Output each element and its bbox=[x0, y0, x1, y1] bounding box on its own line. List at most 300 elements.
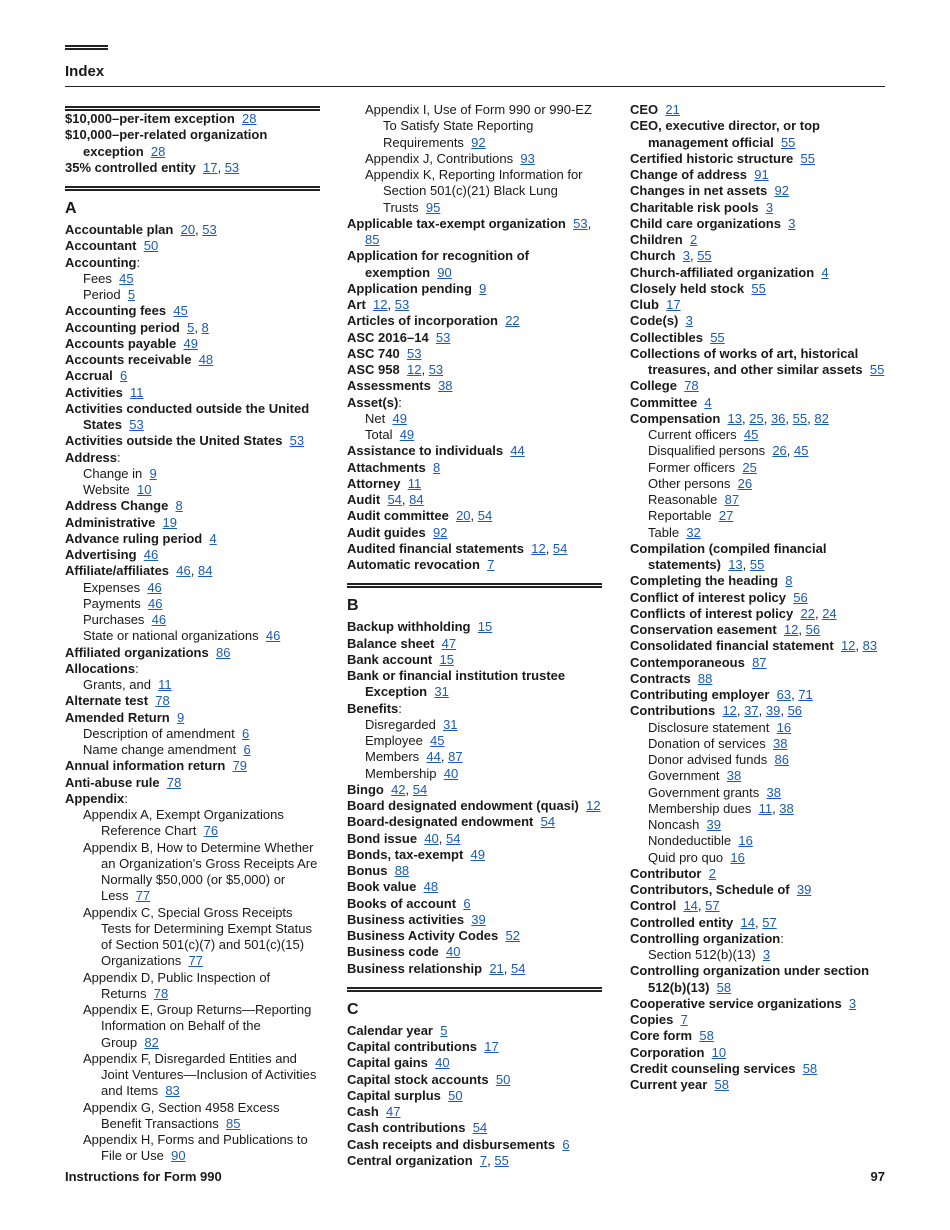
page-reference-link[interactable]: 58 bbox=[802, 1060, 818, 1076]
index-entry: Contributions 12, 37, 39, 56 bbox=[630, 703, 803, 719]
page-reference-link[interactable]: 7 bbox=[680, 1012, 688, 1027]
heading-divider bbox=[65, 86, 885, 87]
page-reference-link[interactable]: 19 bbox=[162, 514, 178, 530]
entry-term: Accountable plan bbox=[65, 222, 174, 237]
entry-term: Contracts bbox=[630, 670, 691, 686]
page-reference-link[interactable]: 2 bbox=[689, 232, 698, 247]
page-reference-link[interactable]: 11 bbox=[407, 475, 422, 491]
page-reference-link[interactable]: 55 bbox=[494, 1152, 509, 1168]
page-reference-link[interactable]: 8 bbox=[432, 459, 441, 475]
page-reference-link[interactable]: 45 bbox=[743, 427, 759, 442]
page-reference-link[interactable]: 39 bbox=[471, 911, 486, 927]
entry-term: Bingo bbox=[347, 781, 384, 797]
page-reference-link[interactable]: 15 bbox=[477, 619, 493, 635]
entry-term: Business relationship bbox=[347, 960, 483, 976]
entry-term: Accounting bbox=[65, 254, 137, 270]
page-reference-link[interactable]: 9 bbox=[479, 280, 487, 296]
index-subentry bbox=[65, 807, 320, 840]
page-reference-link[interactable]: 38 bbox=[779, 800, 794, 816]
subentry-label: Net bbox=[365, 410, 386, 426]
page-reference-link[interactable]: 49 bbox=[399, 427, 415, 442]
page-reference-link[interactable]: 46 bbox=[265, 628, 281, 644]
entry-term: College bbox=[630, 378, 677, 394]
page-reference-link[interactable]: 11 bbox=[158, 677, 172, 692]
page-reference-link[interactable]: 48 bbox=[198, 352, 214, 367]
page-reference-link[interactable]: 52 bbox=[505, 928, 520, 943]
index-entry bbox=[347, 378, 602, 394]
entry-term: Applicable tax-exempt organization bbox=[347, 215, 566, 231]
index-entry bbox=[65, 238, 320, 254]
page-title: Index bbox=[65, 63, 105, 80]
page-reference-link[interactable]: 58 bbox=[714, 1077, 730, 1092]
page-reference-link[interactable]: 12 bbox=[531, 540, 546, 556]
index-subentry bbox=[347, 167, 602, 216]
index-subentry bbox=[630, 492, 885, 508]
page-reference-link[interactable]: 92 bbox=[471, 134, 486, 150]
subentry-label: Appendix I, Use of Form 990 or 990-EZ To Satisfy State Reporting Requirements bbox=[365, 102, 592, 150]
entry-term: Activities bbox=[65, 384, 123, 400]
page-reference-link[interactable]: 3 bbox=[788, 215, 796, 231]
page-reference-link[interactable]: 53 bbox=[573, 215, 588, 231]
index-subentry bbox=[65, 1002, 320, 1051]
page-reference-link[interactable]: 83 bbox=[862, 638, 878, 654]
page-reference-link[interactable]: 71 bbox=[798, 687, 813, 702]
index-entry: Bond issue 40, 54 bbox=[347, 830, 461, 846]
page-reference-link[interactable]: 92 bbox=[432, 524, 448, 540]
page-reference-link[interactable]: 54 bbox=[540, 814, 556, 830]
page-reference-link[interactable]: 16 bbox=[776, 719, 792, 735]
page-reference-link[interactable]: 55 bbox=[710, 329, 725, 345]
entry-term: Cooperative service organizations bbox=[630, 995, 842, 1011]
page-reference-link[interactable]: 56 bbox=[787, 703, 803, 719]
entry-term: Articles of incorporation bbox=[347, 313, 498, 329]
index-entry bbox=[630, 1045, 885, 1061]
entry-term: Calendar year bbox=[347, 1022, 433, 1038]
subentry-label: Change in bbox=[83, 465, 143, 481]
page-reference-link[interactable]: 88 bbox=[394, 863, 410, 878]
page-reference-link[interactable]: 46 bbox=[151, 612, 167, 627]
page-reference-link[interactable]: 39 bbox=[796, 882, 812, 897]
page-reference-link[interactable]: 5 bbox=[127, 287, 136, 302]
entry-term: Church-affiliated organization bbox=[630, 264, 815, 280]
entry-term: $10,000–per-related organization exception bbox=[65, 127, 268, 159]
page-reference-link[interactable]: 16 bbox=[738, 833, 753, 849]
page-reference-link[interactable]: 13 bbox=[727, 410, 742, 426]
subentry-label: Noncash bbox=[648, 817, 700, 832]
page-reference-link[interactable]: 87 bbox=[752, 654, 767, 670]
index-entry bbox=[630, 151, 885, 167]
page-reference-link[interactable]: 77 bbox=[135, 888, 151, 904]
page-reference-link[interactable]: 38 bbox=[766, 784, 781, 800]
page-reference-link[interactable]: 53 bbox=[129, 417, 144, 432]
page-reference-link[interactable]: 26 bbox=[737, 475, 753, 491]
subentry-label: Government grants bbox=[648, 784, 760, 800]
page-reference-link[interactable]: 6 bbox=[562, 1136, 570, 1152]
index-subentry bbox=[65, 596, 320, 612]
index-entry: Bingo 42, 54 bbox=[347, 781, 428, 797]
index-entry bbox=[347, 1039, 602, 1055]
page-reference-link[interactable]: 12 bbox=[373, 297, 388, 312]
page-reference-link[interactable]: 2 bbox=[708, 865, 716, 881]
page-reference-link[interactable]: 48 bbox=[423, 879, 439, 895]
page-reference-link[interactable]: 90 bbox=[171, 1148, 186, 1164]
index-subentry bbox=[65, 612, 320, 628]
page-reference-link[interactable]: 22 bbox=[800, 605, 815, 621]
page-reference-link[interactable]: 54 bbox=[477, 508, 493, 524]
page-reference-link[interactable]: 21 bbox=[665, 102, 680, 117]
page-reference-link[interactable]: 12 bbox=[783, 622, 799, 637]
page-reference-link[interactable]: 9 bbox=[176, 709, 185, 725]
page-reference-link[interactable]: 4 bbox=[704, 394, 712, 410]
index-entry bbox=[347, 443, 602, 459]
page-reference-link[interactable]: 82 bbox=[144, 1034, 159, 1050]
page-reference-link[interactable]: 54 bbox=[552, 540, 568, 556]
page-reference-link[interactable]: 82 bbox=[814, 410, 829, 426]
page-reference-link[interactable]: 5 bbox=[440, 1022, 448, 1038]
page-reference-link[interactable]: 53 bbox=[202, 222, 217, 237]
page-reference-link[interactable]: 8 bbox=[201, 319, 209, 335]
index-entry: Accountable plan 20, 53 bbox=[65, 222, 217, 237]
index-entry: Address: bbox=[65, 449, 121, 465]
page-reference-link[interactable]: 49 bbox=[392, 410, 407, 426]
entry-term: Amended Return bbox=[65, 709, 170, 725]
index-entry bbox=[630, 265, 885, 281]
page-reference-link[interactable]: 55 bbox=[869, 362, 885, 377]
index-subentry bbox=[630, 817, 885, 833]
index-entry bbox=[630, 281, 885, 297]
index-entry bbox=[630, 346, 885, 379]
index-subentry bbox=[65, 726, 320, 742]
index-entry bbox=[347, 525, 602, 541]
subentry-label: Employee bbox=[365, 733, 423, 748]
page-reference-link[interactable]: 21 bbox=[489, 960, 504, 976]
page-reference-link[interactable]: 12 bbox=[840, 638, 856, 654]
entry-term: CEO bbox=[630, 102, 659, 117]
page-reference-link[interactable]: 10 bbox=[711, 1044, 727, 1060]
index-entry bbox=[630, 882, 885, 898]
page-reference-link[interactable]: 55 bbox=[749, 557, 765, 572]
page-reference-link[interactable]: 78 bbox=[153, 985, 169, 1001]
page-reference-link[interactable]: 42 bbox=[391, 781, 406, 797]
page-reference-link[interactable]: 20 bbox=[456, 508, 471, 524]
index-entry: Audited financial statements 12, 54 bbox=[347, 540, 568, 556]
subentry-label: Appendix H, Forms and Publications to File or Use bbox=[83, 1132, 308, 1164]
entry-term: Accounting period bbox=[65, 319, 180, 335]
page-reference-link[interactable]: 87 bbox=[448, 749, 463, 765]
page-reference-link[interactable]: 22 bbox=[505, 313, 520, 329]
page-reference-link[interactable]: 37 bbox=[744, 703, 759, 719]
page-reference-link[interactable]: 12 bbox=[406, 362, 422, 377]
footer-page-number: 97 bbox=[870, 1169, 885, 1184]
index-entry bbox=[630, 183, 885, 199]
page-reference-link[interactable]: 53 bbox=[289, 433, 305, 449]
page-reference-link[interactable]: 3 bbox=[685, 313, 693, 329]
index-entry: Audit 54, 84 bbox=[347, 492, 424, 507]
page-reference-link[interactable]: 25 bbox=[742, 459, 757, 475]
page-reference-link[interactable]: 93 bbox=[520, 150, 535, 166]
page-reference-link[interactable]: 27 bbox=[718, 508, 734, 524]
subentry-label: Membership bbox=[365, 765, 437, 781]
index-entry: Conflicts of interest policy 22, 24 bbox=[630, 605, 837, 621]
subentry-label: Period bbox=[83, 287, 121, 302]
index-entry bbox=[65, 368, 320, 384]
index-entry bbox=[65, 433, 320, 449]
index-subentry bbox=[630, 720, 885, 736]
page-reference-link[interactable]: 46 bbox=[176, 563, 191, 579]
page-reference-link[interactable]: 14 bbox=[740, 914, 755, 930]
page-reference-link[interactable]: 45 bbox=[119, 270, 134, 286]
page-reference-link[interactable]: 55 bbox=[792, 410, 808, 426]
entry-term: Controlling organization bbox=[630, 930, 781, 946]
page-reference-link[interactable]: 36 bbox=[770, 410, 786, 426]
entry-term: Books of account bbox=[347, 895, 457, 911]
page-reference-link[interactable]: 39 bbox=[765, 703, 781, 719]
entry-term: Conflict of interest policy bbox=[630, 589, 787, 605]
page-reference-link[interactable]: 49 bbox=[183, 335, 198, 351]
index-entry bbox=[65, 775, 320, 791]
page-reference-link[interactable]: 53 bbox=[435, 329, 451, 345]
page-reference-link[interactable]: 3 bbox=[848, 995, 857, 1011]
page-reference-link[interactable]: 38 bbox=[438, 378, 453, 394]
subentry-label: Appendix F, Disregarded Entities and Joint Ventures—Inclusion of Activities and Items bbox=[83, 1050, 317, 1099]
index-entry bbox=[347, 619, 602, 635]
page-reference-link[interactable]: 6 bbox=[119, 368, 128, 384]
page-reference-link[interactable]: 8 bbox=[785, 573, 793, 589]
page-reference-link[interactable]: 46 bbox=[147, 579, 162, 595]
entry-term: Business activities bbox=[347, 911, 465, 927]
page-reference-link[interactable]: 39 bbox=[706, 817, 722, 832]
page-reference-link[interactable]: 17 bbox=[484, 1039, 499, 1054]
index-subentry bbox=[630, 508, 885, 524]
index-entry bbox=[630, 200, 885, 216]
index-entry bbox=[65, 645, 320, 661]
page-reference-link[interactable]: 7 bbox=[487, 557, 495, 572]
page-reference-link[interactable]: 31 bbox=[434, 684, 449, 700]
subentry-label: Current officers bbox=[648, 427, 737, 442]
index-entry bbox=[65, 127, 320, 160]
page-reference-link[interactable]: 6 bbox=[463, 895, 471, 911]
section-divider bbox=[65, 186, 320, 191]
index-entry bbox=[630, 102, 885, 118]
index-entry: Controlled entity 14, 57 bbox=[630, 914, 777, 930]
page-reference-link[interactable]: 7 bbox=[479, 1152, 488, 1168]
subentry-label: Disclosure statement bbox=[648, 719, 770, 735]
index-entry bbox=[630, 1061, 885, 1077]
subentry-label: Section 512(b)(13) bbox=[648, 947, 756, 962]
page-reference-link[interactable]: 58 bbox=[716, 979, 732, 995]
subentry-label: Appendix D, Public Inspection of Returns bbox=[83, 969, 271, 1001]
page-reference-link[interactable]: 95 bbox=[425, 199, 441, 215]
entry-term: Current year bbox=[630, 1077, 708, 1092]
page-reference-link[interactable]: 12 bbox=[722, 703, 737, 719]
page-reference-link[interactable]: 86 bbox=[215, 644, 231, 660]
page-reference-link[interactable]: 28 bbox=[150, 143, 166, 159]
index-subentry bbox=[65, 580, 320, 596]
index-subentry: Membership dues 11, 38 bbox=[648, 800, 794, 816]
index-entry bbox=[630, 378, 885, 394]
page-reference-link[interactable]: 54 bbox=[412, 781, 428, 797]
page-reference-link[interactable]: 79 bbox=[232, 758, 248, 774]
entry-term: Balance sheet bbox=[347, 635, 435, 651]
page-reference-link[interactable]: 15 bbox=[439, 651, 454, 667]
page-reference-link[interactable]: 78 bbox=[166, 774, 182, 790]
page-reference-link[interactable]: 6 bbox=[241, 725, 250, 741]
page-reference-link[interactable]: 54 bbox=[511, 960, 526, 976]
page-reference-link[interactable]: 8 bbox=[175, 498, 183, 514]
entry-term: ASC 2016–14 bbox=[347, 329, 429, 345]
entry-term: Capital surplus bbox=[347, 1087, 441, 1103]
page-reference-link[interactable]: 44 bbox=[426, 749, 441, 765]
page-reference-link[interactable]: 84 bbox=[409, 492, 424, 507]
subentry-label: Other persons bbox=[648, 475, 731, 491]
page-reference-link[interactable]: 50 bbox=[495, 1071, 511, 1087]
page-reference-link[interactable]: 11 bbox=[130, 384, 144, 400]
page-reference-link[interactable]: 78 bbox=[684, 378, 699, 394]
page-reference-link[interactable]: 45 bbox=[173, 303, 188, 319]
page-reference-link[interactable]: 86 bbox=[774, 752, 789, 767]
page-reference-link[interactable]: 40 bbox=[443, 765, 459, 781]
page-reference-link[interactable]: 31 bbox=[443, 716, 458, 732]
page-reference-link[interactable]: 10 bbox=[136, 482, 152, 497]
page-reference-link[interactable]: 46 bbox=[148, 595, 163, 611]
index-entry bbox=[630, 232, 885, 248]
index-entry bbox=[65, 401, 320, 434]
index-subentry bbox=[630, 768, 885, 784]
page-reference-link[interactable]: 3 bbox=[762, 947, 771, 962]
entry-term: Bonus bbox=[347, 863, 388, 878]
page-reference-link[interactable]: 55 bbox=[800, 150, 815, 166]
page-reference-link[interactable]: 14 bbox=[683, 898, 698, 914]
index-entry bbox=[347, 330, 602, 346]
index-entry bbox=[347, 1023, 602, 1039]
page-reference-link[interactable]: 38 bbox=[773, 735, 788, 751]
entry-term: Audit committee bbox=[347, 508, 449, 524]
page-reference-link[interactable]: 63 bbox=[776, 687, 792, 702]
page-reference-link[interactable]: 58 bbox=[699, 1028, 714, 1044]
page-reference-link[interactable]: 40 bbox=[435, 1055, 450, 1071]
entry-term: Committee bbox=[630, 394, 698, 410]
page-reference-link[interactable]: 50 bbox=[143, 238, 159, 254]
index-entry: Appendix: bbox=[65, 790, 128, 806]
page-reference-link[interactable]: 12 bbox=[586, 798, 601, 813]
page-reference-link[interactable]: 20 bbox=[180, 222, 196, 237]
page-reference-link[interactable]: 17 bbox=[202, 159, 218, 175]
page-reference-link[interactable]: 45 bbox=[430, 733, 445, 748]
page-reference-link[interactable]: 45 bbox=[794, 443, 809, 459]
entry-term: Annual information return bbox=[65, 758, 226, 774]
page-reference-link[interactable]: 46 bbox=[143, 547, 159, 562]
entry-term: Controlling organization under section 512(b)(13) bbox=[630, 963, 870, 995]
index-entry bbox=[347, 652, 602, 668]
page-reference-link[interactable]: 53 bbox=[406, 345, 422, 361]
page-reference-link[interactable]: 53 bbox=[394, 297, 410, 312]
page-reference-link[interactable]: 53 bbox=[224, 159, 240, 175]
index-subentry bbox=[630, 752, 885, 768]
page-reference-link[interactable]: 28 bbox=[242, 111, 257, 126]
page-reference-link[interactable]: 4 bbox=[209, 530, 217, 546]
index-entry bbox=[65, 547, 320, 563]
subentry-label: Total bbox=[365, 427, 393, 442]
page-reference-link[interactable]: 13 bbox=[728, 557, 743, 572]
index-entry bbox=[347, 313, 602, 329]
index-column-3 bbox=[630, 102, 885, 1093]
page-reference-link[interactable]: 54 bbox=[387, 492, 402, 507]
page-reference-link[interactable]: 32 bbox=[686, 524, 701, 540]
entry-term: Completing the heading bbox=[630, 573, 779, 589]
page-reference-link[interactable]: 6 bbox=[243, 742, 251, 757]
page-reference-link[interactable]: 25 bbox=[749, 410, 764, 426]
subentry-label: Appendix K, Reporting Information for Section 501(c)(21) Black Lung Trusts bbox=[365, 167, 583, 215]
page-reference-link[interactable]: 4 bbox=[821, 264, 829, 280]
page-reference-link[interactable]: 47 bbox=[386, 1104, 401, 1119]
index-column-1 bbox=[65, 102, 320, 1165]
page-reference-link[interactable]: 78 bbox=[155, 693, 170, 709]
page-reference-link[interactable]: 55 bbox=[751, 280, 766, 296]
page-reference-link[interactable]: 76 bbox=[203, 823, 219, 839]
page-reference-link[interactable]: 3 bbox=[765, 199, 774, 215]
page-reference-link[interactable]: 90 bbox=[437, 264, 452, 280]
entry-term: Audited financial statements bbox=[347, 540, 524, 556]
page-reference-link[interactable]: 40 bbox=[446, 944, 461, 960]
page-reference-link[interactable]: 88 bbox=[697, 670, 713, 686]
page-reference-link[interactable]: 38 bbox=[726, 768, 742, 784]
page-reference-link[interactable]: 5 bbox=[187, 319, 195, 335]
page-reference-link[interactable]: 50 bbox=[448, 1087, 463, 1103]
page-reference-link[interactable]: 3 bbox=[682, 248, 690, 264]
entry-term: Core form bbox=[630, 1028, 693, 1044]
page-reference-link[interactable]: 85 bbox=[365, 232, 380, 247]
page-reference-link[interactable]: 40 bbox=[424, 830, 439, 846]
page-reference-link[interactable]: 57 bbox=[705, 898, 720, 914]
entry-term: ASC 958 bbox=[347, 362, 400, 377]
index-entry: Benefits: bbox=[347, 700, 402, 716]
page-reference-link[interactable]: 85 bbox=[226, 1115, 241, 1131]
page-reference-link[interactable]: 26 bbox=[772, 443, 787, 459]
page-reference-link[interactable]: 87 bbox=[724, 492, 740, 507]
page-reference-link[interactable]: 9 bbox=[149, 465, 157, 481]
page-reference-link[interactable]: 16 bbox=[730, 849, 745, 865]
page-reference-link[interactable]: 47 bbox=[441, 635, 457, 651]
index-entry bbox=[65, 515, 320, 531]
page-reference-link[interactable]: 57 bbox=[762, 914, 777, 930]
entry-term: Changes in net assets bbox=[630, 183, 768, 199]
entry-term: Corporation bbox=[630, 1044, 705, 1060]
page-reference-link[interactable]: 84 bbox=[197, 563, 213, 579]
page-reference-link[interactable]: 92 bbox=[774, 183, 789, 199]
page-reference-link[interactable]: 11 bbox=[758, 800, 773, 816]
page-reference-link[interactable]: 44 bbox=[510, 443, 525, 459]
index-entry bbox=[630, 216, 885, 232]
page-reference-link[interactable]: 56 bbox=[805, 622, 821, 637]
index-entry bbox=[347, 460, 602, 476]
page-reference-link[interactable]: 17 bbox=[666, 297, 681, 312]
page-reference-link[interactable]: 53 bbox=[428, 362, 444, 377]
page-reference-link[interactable]: 91 bbox=[754, 167, 769, 182]
subentry-label: State or national organizations bbox=[83, 628, 259, 644]
page-reference-link[interactable]: 55 bbox=[780, 134, 796, 150]
page-reference-link[interactable]: 49 bbox=[470, 846, 486, 862]
page-reference-link[interactable]: 56 bbox=[793, 589, 808, 605]
page-reference-link[interactable]: 24 bbox=[822, 605, 837, 621]
page-reference-link[interactable]: 77 bbox=[188, 953, 203, 969]
page-reference-link[interactable]: 54 bbox=[446, 830, 461, 846]
page-reference-link[interactable]: 83 bbox=[165, 1083, 180, 1099]
entry-term: Affiliated organizations bbox=[65, 644, 209, 660]
entry-term: Compensation bbox=[630, 410, 721, 426]
index-entry: Accounting period 5, 8 bbox=[65, 319, 209, 335]
page-reference-link[interactable]: 54 bbox=[472, 1120, 488, 1136]
page-reference-link[interactable]: 55 bbox=[697, 248, 712, 264]
